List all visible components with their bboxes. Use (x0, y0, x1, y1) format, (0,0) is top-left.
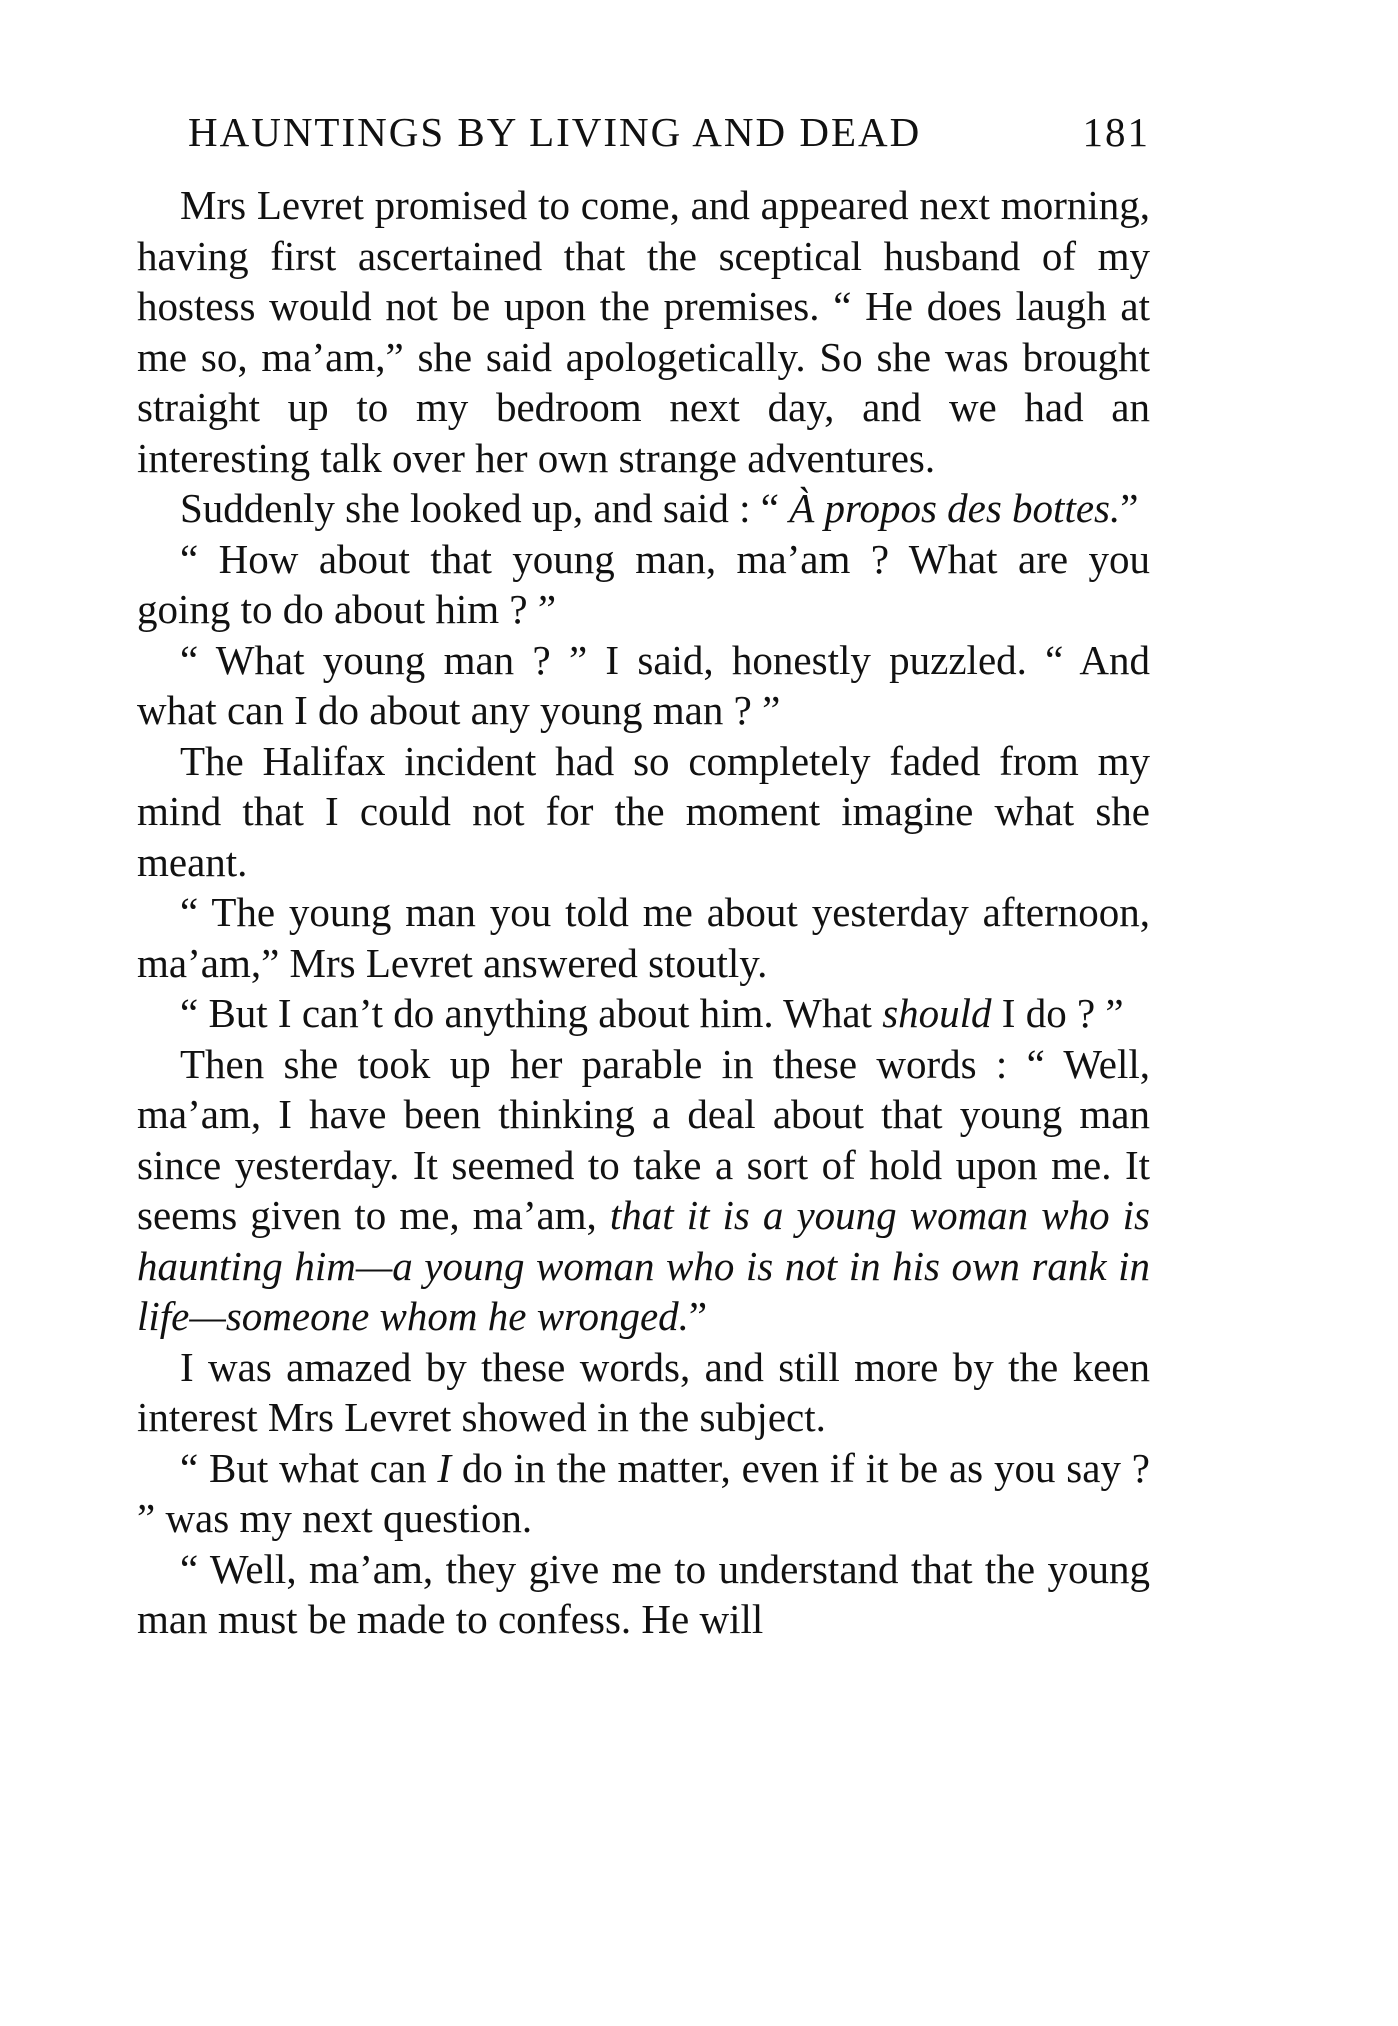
text-run: I do ? ” (991, 990, 1124, 1036)
italic-text: that it is a young woman who is haunting him—a young woman who is not in his own rank in life—someone whom he wronged. (137, 1192, 1150, 1339)
text-run: ” (688, 1293, 708, 1339)
paragraph (137, 635, 1150, 736)
italic-text: I (437, 1444, 452, 1491)
text-run: I was amazed by these words, and still more by the keen interest Mrs Levret showed in the subject. (137, 1343, 1150, 1440)
italic-text: À propos des bottes. (789, 485, 1121, 531)
paragraph (137, 483, 1150, 534)
page-number: 181 (1082, 109, 1150, 155)
paragraph (137, 1443, 1150, 1544)
text-run: “ The young man you told me about yesterday afternoon, ma’am,” Mrs Levret answered stoutly. (137, 889, 1150, 986)
paragraph (137, 1342, 1150, 1443)
text-run: do in the matter, even if it be as you say ? ” was my next question. (137, 1444, 1150, 1541)
text-run: “ But what can (180, 1444, 438, 1491)
paragraph (137, 887, 1150, 988)
italic-text: should (882, 990, 992, 1036)
running-head (188, 109, 1150, 155)
text-run: “ Well, ma’am, they give me to understand that the young man must be made to confess. He will (137, 1545, 1150, 1642)
text-run: Suddenly she looked up, and said : “ (180, 485, 790, 531)
paragraph (137, 180, 1150, 483)
paragraph (137, 1039, 1150, 1342)
text-run: “ What young man ? ” I said, honestly puzzled. “ And what can I do about any young man ? ” (137, 636, 1150, 733)
text-run: “ But I can’t do anything about him. What (180, 990, 883, 1036)
text-run: ” (1120, 485, 1139, 531)
paragraph (137, 1544, 1150, 1645)
running-title: HAUNTINGS BY LIVING AND DEAD (188, 109, 922, 155)
paragraph (137, 534, 1150, 635)
text-run: Mrs Levret promised to come, and appeared next morning, having first ascertained that the sceptical husband of my hostess would not be upon the premises. “ He does laugh at me so, ma’am,” she said apologetically. So she was brought straight up to my bedroom next day, and we had an interesting talk over her own strange adventures. (137, 182, 1150, 481)
body-text (137, 180, 1150, 1645)
text-run: Then she took up her parable in these words : “ Well, ma’am, I have been thinking a deal about that young man since yesterday. It seemed to take a sort of hold upon me. It seems given to me, ma’am, (137, 1040, 1150, 1238)
paragraph (137, 988, 1150, 1039)
paragraph (137, 736, 1150, 888)
text-run: “ How about that young man, ma’am ? What are you going to do about him ? ” (137, 535, 1150, 632)
text-run: The Halifax incident had so completely faded from my mind that I could not for the moment imagine what she meant. (137, 737, 1150, 885)
